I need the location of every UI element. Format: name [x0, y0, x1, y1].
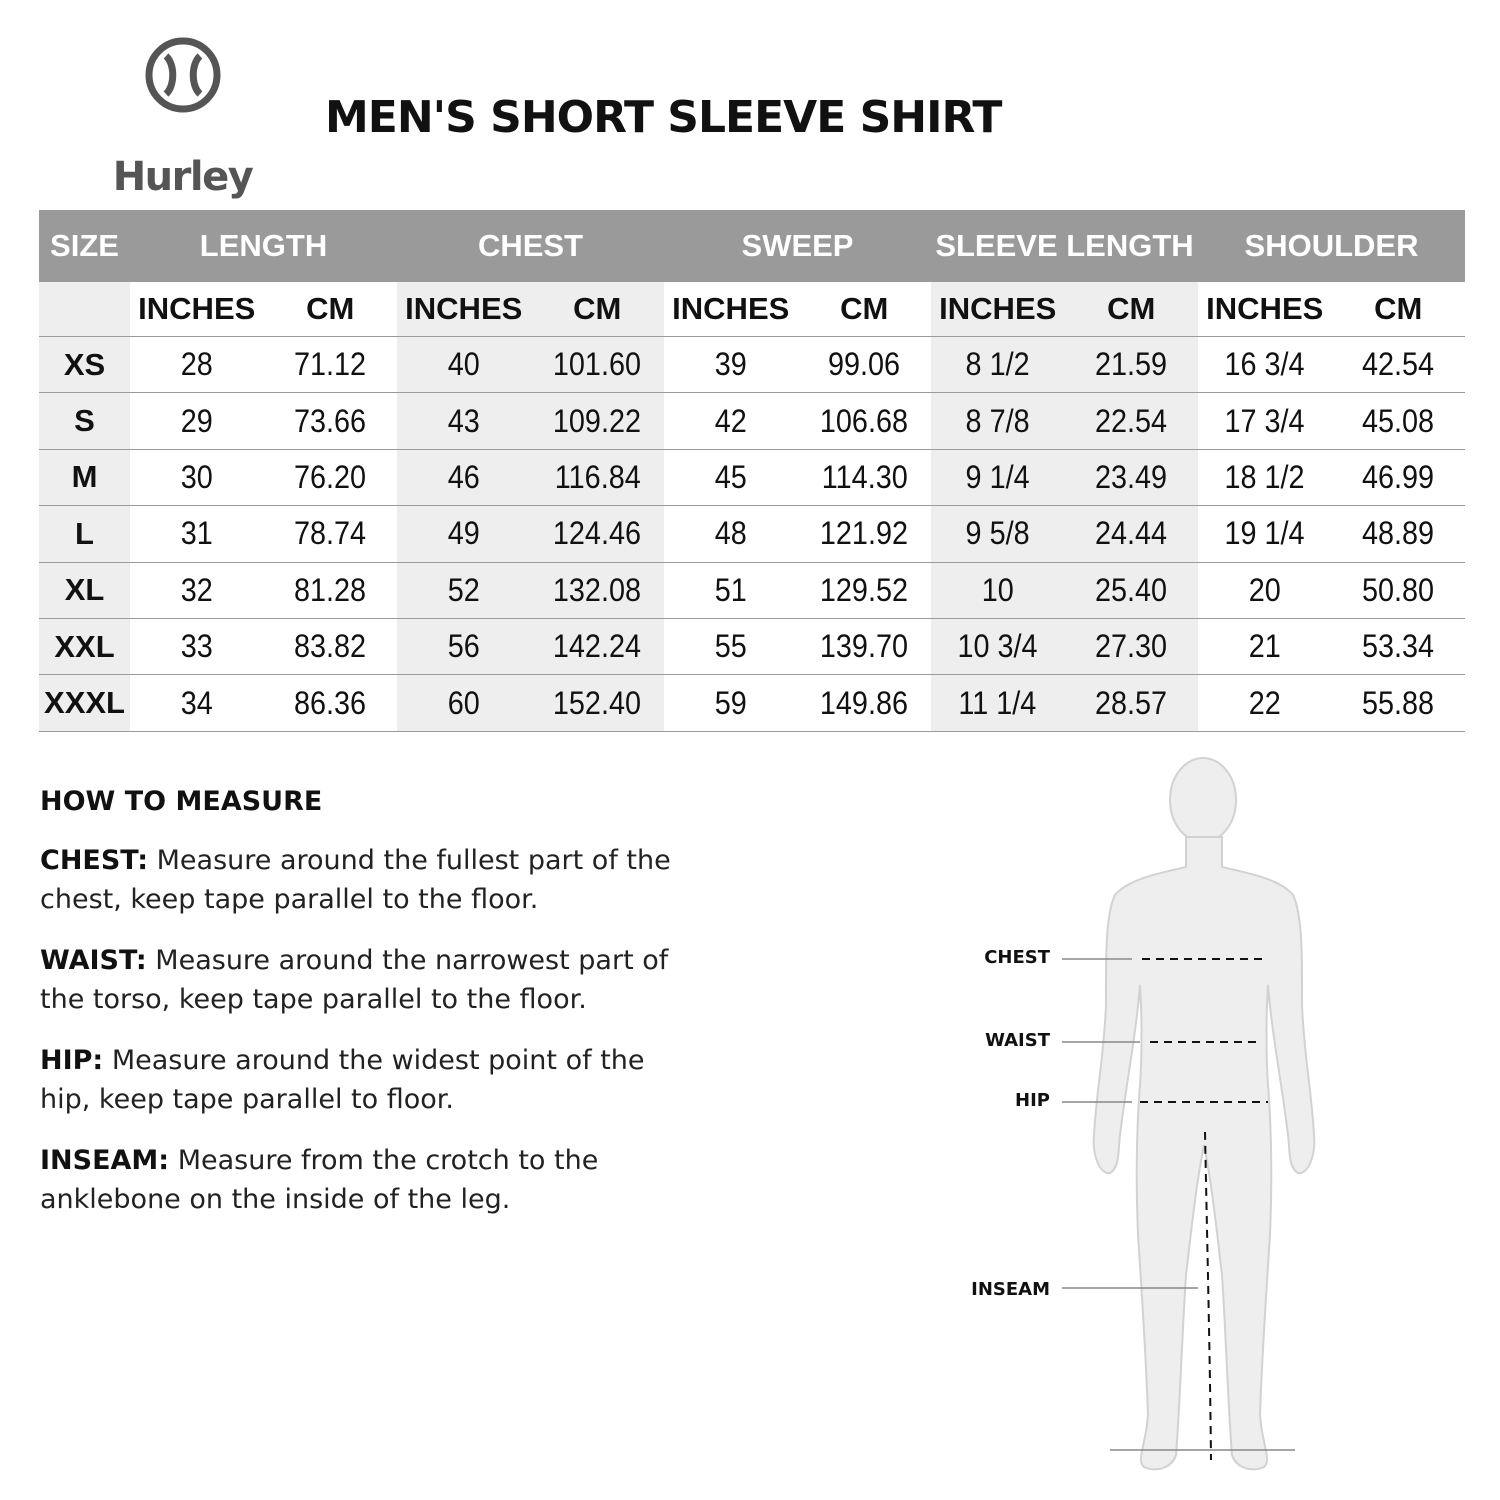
value-text: 45 [714, 458, 747, 495]
value-text: 16 3/4 [1224, 346, 1305, 383]
size-cell: S [39, 393, 130, 448]
measure-term: INSEAM: [40, 1145, 170, 1176]
value-text: 32 [180, 571, 213, 608]
value-text: 132.08 [553, 571, 642, 608]
measure-item-hip [40, 1041, 690, 1119]
value-cell [264, 337, 398, 392]
value-cell [1065, 563, 1199, 618]
size-chart-table [39, 210, 1465, 732]
value-text: 114.30 [821, 458, 908, 495]
value-text: 46 [447, 458, 480, 495]
value-text: 53.34 [1362, 628, 1435, 665]
value-cell [264, 563, 398, 618]
value-cell [531, 619, 665, 674]
value-text: 86.36 [294, 684, 367, 721]
unit-header-blank [39, 282, 130, 336]
hurley-logo [110, 36, 255, 200]
value-cell [1198, 393, 1332, 448]
value-cell [664, 675, 798, 730]
value-text: 45.08 [1362, 402, 1435, 439]
value-cell [264, 393, 398, 448]
value-cell [931, 675, 1065, 730]
size-cell: XL [39, 563, 130, 618]
table-row [39, 337, 1465, 393]
value-text: 10 [981, 571, 1014, 608]
page-title: MEN'S SHORT SLEEVE SHIRT [325, 92, 1002, 143]
value-text: 139.70 [820, 628, 909, 665]
value-cell [130, 337, 264, 392]
value-text: 25.40 [1095, 571, 1168, 608]
value-cell [130, 506, 264, 561]
value-text: 60 [447, 684, 480, 721]
value-text: 78.74 [294, 515, 367, 552]
value-cell [931, 563, 1065, 618]
value-cell [1065, 337, 1199, 392]
size-cell: M [39, 450, 130, 505]
value-cell [931, 450, 1065, 505]
value-text: 52 [447, 571, 480, 608]
unit-header-inches: INCHES [397, 282, 531, 336]
figure-label-inseam: INSEAM [971, 1279, 1050, 1300]
value-cell [1065, 450, 1199, 505]
value-cell [931, 337, 1065, 392]
figure-label-chest: CHEST [984, 947, 1050, 968]
value-cell [664, 563, 798, 618]
value-cell [130, 450, 264, 505]
table-row [39, 393, 1465, 449]
table-body [39, 337, 1465, 732]
group-header-chest: CHEST [477, 228, 584, 263]
group-header-sleeve-length: SLEEVE LENGTH [935, 228, 1194, 263]
brand-name: Hurley [112, 154, 253, 200]
value-cell [798, 619, 932, 674]
value-text: 121.92 [820, 515, 909, 552]
table-group-header [39, 210, 1465, 282]
value-cell [1332, 506, 1466, 561]
value-text: 106.68 [820, 402, 909, 439]
value-text: 109.22 [553, 402, 642, 439]
value-text: 10 3/4 [957, 628, 1038, 665]
value-text: 21 [1248, 628, 1281, 665]
value-text: 48.89 [1362, 515, 1435, 552]
value-cell [664, 450, 798, 505]
value-text: 116.84 [554, 458, 641, 495]
value-text: 59 [714, 684, 747, 721]
value-cell [531, 506, 665, 561]
value-text: 19 1/4 [1224, 515, 1305, 552]
value-text: 71.12 [294, 346, 367, 383]
value-cell [1332, 675, 1466, 730]
how-to-measure-title: HOW TO MEASURE [40, 786, 323, 817]
unit-header-inches: INCHES [138, 291, 256, 326]
value-text: 23.49 [1095, 458, 1168, 495]
human-body-silhouette-icon [960, 755, 1380, 1485]
value-cell [931, 506, 1065, 561]
value-cell [264, 619, 398, 674]
value-text: 55.88 [1362, 684, 1435, 721]
value-cell [1332, 337, 1466, 392]
value-text: 101.60 [553, 346, 642, 383]
value-text: 46.99 [1362, 458, 1435, 495]
value-cell [531, 393, 665, 448]
value-text: 42 [714, 402, 747, 439]
value-cell [798, 393, 932, 448]
size-header: SIZE [50, 228, 119, 263]
value-cell [1198, 450, 1332, 505]
measure-item-waist [40, 941, 690, 1019]
value-cell [664, 337, 798, 392]
value-text: 28 [180, 346, 213, 383]
value-text: 30 [180, 458, 213, 495]
value-cell [1332, 450, 1466, 505]
value-cell [397, 506, 531, 561]
value-cell [664, 619, 798, 674]
table-row [39, 506, 1465, 562]
value-text: 9 5/8 [965, 515, 1030, 552]
value-cell [931, 619, 1065, 674]
value-cell [798, 675, 932, 730]
size-cell: XXXL [39, 675, 130, 730]
value-text: 55 [714, 628, 747, 665]
size-cell: XS [39, 337, 130, 392]
value-cell [1198, 563, 1332, 618]
value-text: 22 [1248, 684, 1281, 721]
value-cell [1332, 619, 1466, 674]
value-cell [1065, 619, 1199, 674]
value-text: 28.57 [1095, 684, 1168, 721]
value-text: 11 1/4 [958, 684, 1037, 721]
value-text: 124.46 [553, 515, 642, 552]
measure-term: WAIST: [40, 945, 147, 976]
value-text: 48 [714, 515, 747, 552]
figure-label-waist: WAIST [985, 1030, 1050, 1051]
group-header-shoulder: SHOULDER [1244, 228, 1419, 263]
value-cell [1065, 506, 1199, 561]
value-cell [397, 337, 531, 392]
measure-term: CHEST: [40, 845, 149, 876]
value-text: 8 1/2 [965, 346, 1030, 383]
value-text: 22.54 [1095, 402, 1168, 439]
value-cell [531, 450, 665, 505]
table-row [39, 563, 1465, 619]
value-text: 20 [1248, 571, 1281, 608]
value-cell [130, 563, 264, 618]
value-cell [264, 675, 398, 730]
unit-header-cm: CM [1374, 291, 1423, 326]
unit-header-inches: INCHES [1206, 291, 1324, 326]
value-cell [1198, 506, 1332, 561]
value-cell [1065, 393, 1199, 448]
value-cell [1065, 675, 1199, 730]
measure-text: Measure around the widest point of the hip, keep tape parallel to floor. [40, 1045, 645, 1115]
value-text: 24.44 [1095, 515, 1168, 552]
value-text: 81.28 [294, 571, 367, 608]
value-cell [130, 619, 264, 674]
unit-header-inches: INCHES [672, 291, 790, 326]
value-cell [397, 675, 531, 730]
value-cell [397, 393, 531, 448]
value-text: 9 1/4 [965, 458, 1030, 495]
value-text: 29 [180, 402, 213, 439]
table-row [39, 450, 1465, 506]
value-text: 73.66 [294, 402, 367, 439]
value-text: 8 7/8 [965, 402, 1030, 439]
value-text: 43 [447, 402, 480, 439]
value-cell [264, 450, 398, 505]
value-text: 40 [447, 346, 480, 383]
table-row [39, 619, 1465, 675]
value-cell [1198, 337, 1332, 392]
size-cell: L [39, 506, 130, 561]
group-header-sweep: SWEEP [741, 228, 854, 263]
value-text: 99.06 [828, 346, 901, 383]
value-text: 49 [447, 515, 480, 552]
value-cell [1198, 619, 1332, 674]
value-text: 56 [447, 628, 480, 665]
value-text: 17 3/4 [1224, 402, 1305, 439]
value-cell [1332, 393, 1466, 448]
measure-text: Measure around the fullest part of the chest, keep tape parallel to the floor. [40, 845, 671, 915]
value-cell [1332, 563, 1466, 618]
value-text: 83.82 [294, 628, 367, 665]
unit-header-cm: CM [840, 291, 889, 326]
measure-text: Measure around the narrowest part of the torso, keep tape parallel to the floor. [40, 945, 669, 1015]
unit-header-inches: INCHES [931, 282, 1065, 336]
value-text: 33 [180, 628, 213, 665]
body-measurement-figure [960, 755, 1380, 1485]
value-text: 51 [714, 571, 747, 608]
value-cell [1198, 675, 1332, 730]
hurley-logo-mark-icon [144, 36, 222, 114]
value-text: 50.80 [1362, 571, 1435, 608]
group-header-length: LENGTH [199, 228, 328, 263]
value-cell [798, 563, 932, 618]
value-text: 152.40 [553, 684, 642, 721]
value-text: 149.86 [820, 684, 909, 721]
measure-item-inseam [40, 1141, 690, 1219]
value-text: 42.54 [1362, 346, 1435, 383]
table-unit-header [39, 282, 1465, 337]
value-cell [397, 563, 531, 618]
unit-header-cm: CM [531, 282, 665, 336]
value-text: 129.52 [820, 571, 909, 608]
value-cell [931, 393, 1065, 448]
measure-term: HIP: [40, 1045, 104, 1076]
how-to-measure-section [40, 786, 690, 1241]
value-text: 39 [714, 346, 747, 383]
value-text: 34 [180, 684, 213, 721]
value-text: 27.30 [1095, 628, 1168, 665]
value-cell [531, 675, 665, 730]
value-cell [798, 337, 932, 392]
value-text: 76.20 [294, 458, 367, 495]
value-cell [397, 619, 531, 674]
value-text: 18 1/2 [1224, 458, 1305, 495]
figure-label-hip: HIP [1015, 1090, 1050, 1111]
unit-header-cm: CM [1065, 282, 1199, 336]
measure-item-chest [40, 841, 690, 919]
measure-text: Measure from the crotch to the anklebone on the inside of the leg. [40, 1145, 599, 1215]
value-cell [397, 450, 531, 505]
value-cell [130, 393, 264, 448]
value-cell [531, 563, 665, 618]
value-cell [264, 506, 398, 561]
value-text: 142.24 [553, 628, 642, 665]
value-cell [130, 675, 264, 730]
value-cell [664, 393, 798, 448]
value-cell [798, 506, 932, 561]
unit-header-cm: CM [306, 291, 355, 326]
value-cell [798, 450, 932, 505]
value-cell [664, 506, 798, 561]
table-row [39, 675, 1465, 731]
value-text: 31 [180, 515, 213, 552]
value-text: 21.59 [1095, 346, 1168, 383]
value-cell [531, 337, 665, 392]
size-cell: XXL [39, 619, 130, 674]
